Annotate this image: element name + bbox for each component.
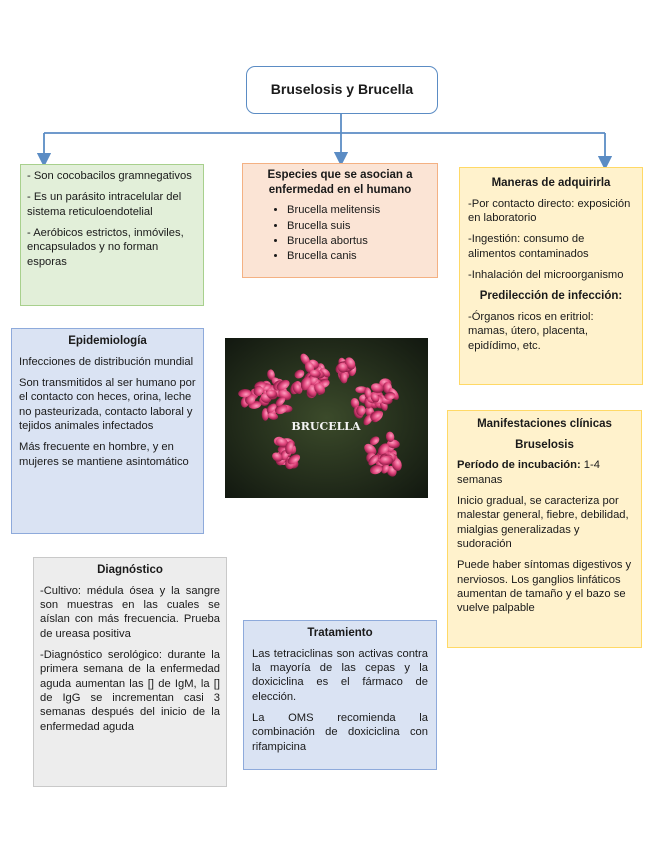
tratamiento-box <box>243 620 437 770</box>
especie-item: • Brucella suis <box>287 219 429 233</box>
caracteristica-item: - Son cocobacilos gramnegativos <box>27 170 192 182</box>
especie-item: • Brucella canis <box>287 249 429 263</box>
especie-item: • Brucella abortus <box>287 234 429 248</box>
caracteristica-item: - Aeróbicos estrictos, inmóviles, encapsulados y no forman esporas <box>27 226 184 268</box>
micrograph-label: BRUCELLA <box>291 420 361 433</box>
manera-item: -Ingestión: consumo de alimentos contaminados <box>468 233 589 260</box>
manifestaciones-box <box>447 410 642 648</box>
tratamiento-heading: Tratamiento <box>307 627 373 639</box>
diagnostico-item: -Cultivo: médula ósea y la sangre son muestras en las cuales se aíslan con más frecuencia. Prueba de ureasa positiva <box>40 584 220 640</box>
predileccion-item: -Órganos ricos en eritriol: mamas, útero, placenta, epidídimo, etc. <box>468 311 594 352</box>
epidemiologia-item: Infecciones de distribución mundial <box>19 355 194 368</box>
tratamiento-item: Las tetraciclinas son activas contra la mayoría de las cepas y la doxiciclina es el fármaco de elección. <box>252 647 428 703</box>
tratamiento-item: La OMS recomienda la combinación de doxiciclina con rifampicina <box>252 712 428 753</box>
brucella-micrograph <box>225 338 428 498</box>
epidemiologia-box <box>11 328 204 534</box>
epidemiologia-heading: Epidemiología <box>68 335 147 347</box>
bruselosis-subheading: Bruselosis <box>515 438 574 451</box>
epidemiologia-item: Son transmitidos al ser humano por el contacto con heces, orina, leche no pasteurizada, contacto laboral y tejidos animales infectados <box>19 377 196 433</box>
maneras-heading: Maneras de adquirirla <box>491 177 611 189</box>
especies-list <box>251 203 429 263</box>
diagram-title: Bruselosis y Brucella <box>246 66 438 114</box>
especies-heading: Especies que se asocian a enfermedad en el humano <box>267 169 413 196</box>
caracteristica-item: - Es un parásito intracelular del sistema reticuloendotelial <box>27 191 182 218</box>
predileccion-heading: Predilección de infección: <box>479 290 623 303</box>
manifestaciones-heading: Manifestaciones clínicas <box>477 418 612 430</box>
epidemiologia-item: Más frecuente en hombre, y en mujeres se mantiene asintomático <box>19 441 189 468</box>
manifestacion-item: Puede haber síntomas digestivos y nerviosos. Los ganglios linfáticos aumentan de tamaño y el bazo se vuelve palpable <box>457 559 632 615</box>
especies-box <box>242 163 438 278</box>
diagnostico-heading: Diagnóstico <box>97 564 163 576</box>
caracteristicas-box <box>20 164 204 306</box>
manera-item: -Inhalación del microorganismo <box>468 269 624 282</box>
manera-item: -Por contacto directo: exposición en laboratorio <box>468 197 631 225</box>
maneras-box <box>459 167 643 385</box>
diagnostico-item: -Diagnóstico serológico: durante la primera semana de la enfermedad aguda aumentan las [] de IgM, la [] de IgG se incrementan casi 3 semanas después del inicio de la enfermedad aguda <box>40 649 220 733</box>
incubacion-value: 1-4 semanas <box>457 459 600 486</box>
especie-item: • Brucella melitensis <box>287 203 429 217</box>
incubacion-line <box>457 458 632 487</box>
diagnostico-box <box>33 557 227 787</box>
manifestacion-item: Inicio gradual, se caracteriza por malestar general, fiebre, debilidad, mialgias generalizadas y sudoración <box>457 495 629 551</box>
incubacion-label: Período de incubación: <box>457 459 581 472</box>
